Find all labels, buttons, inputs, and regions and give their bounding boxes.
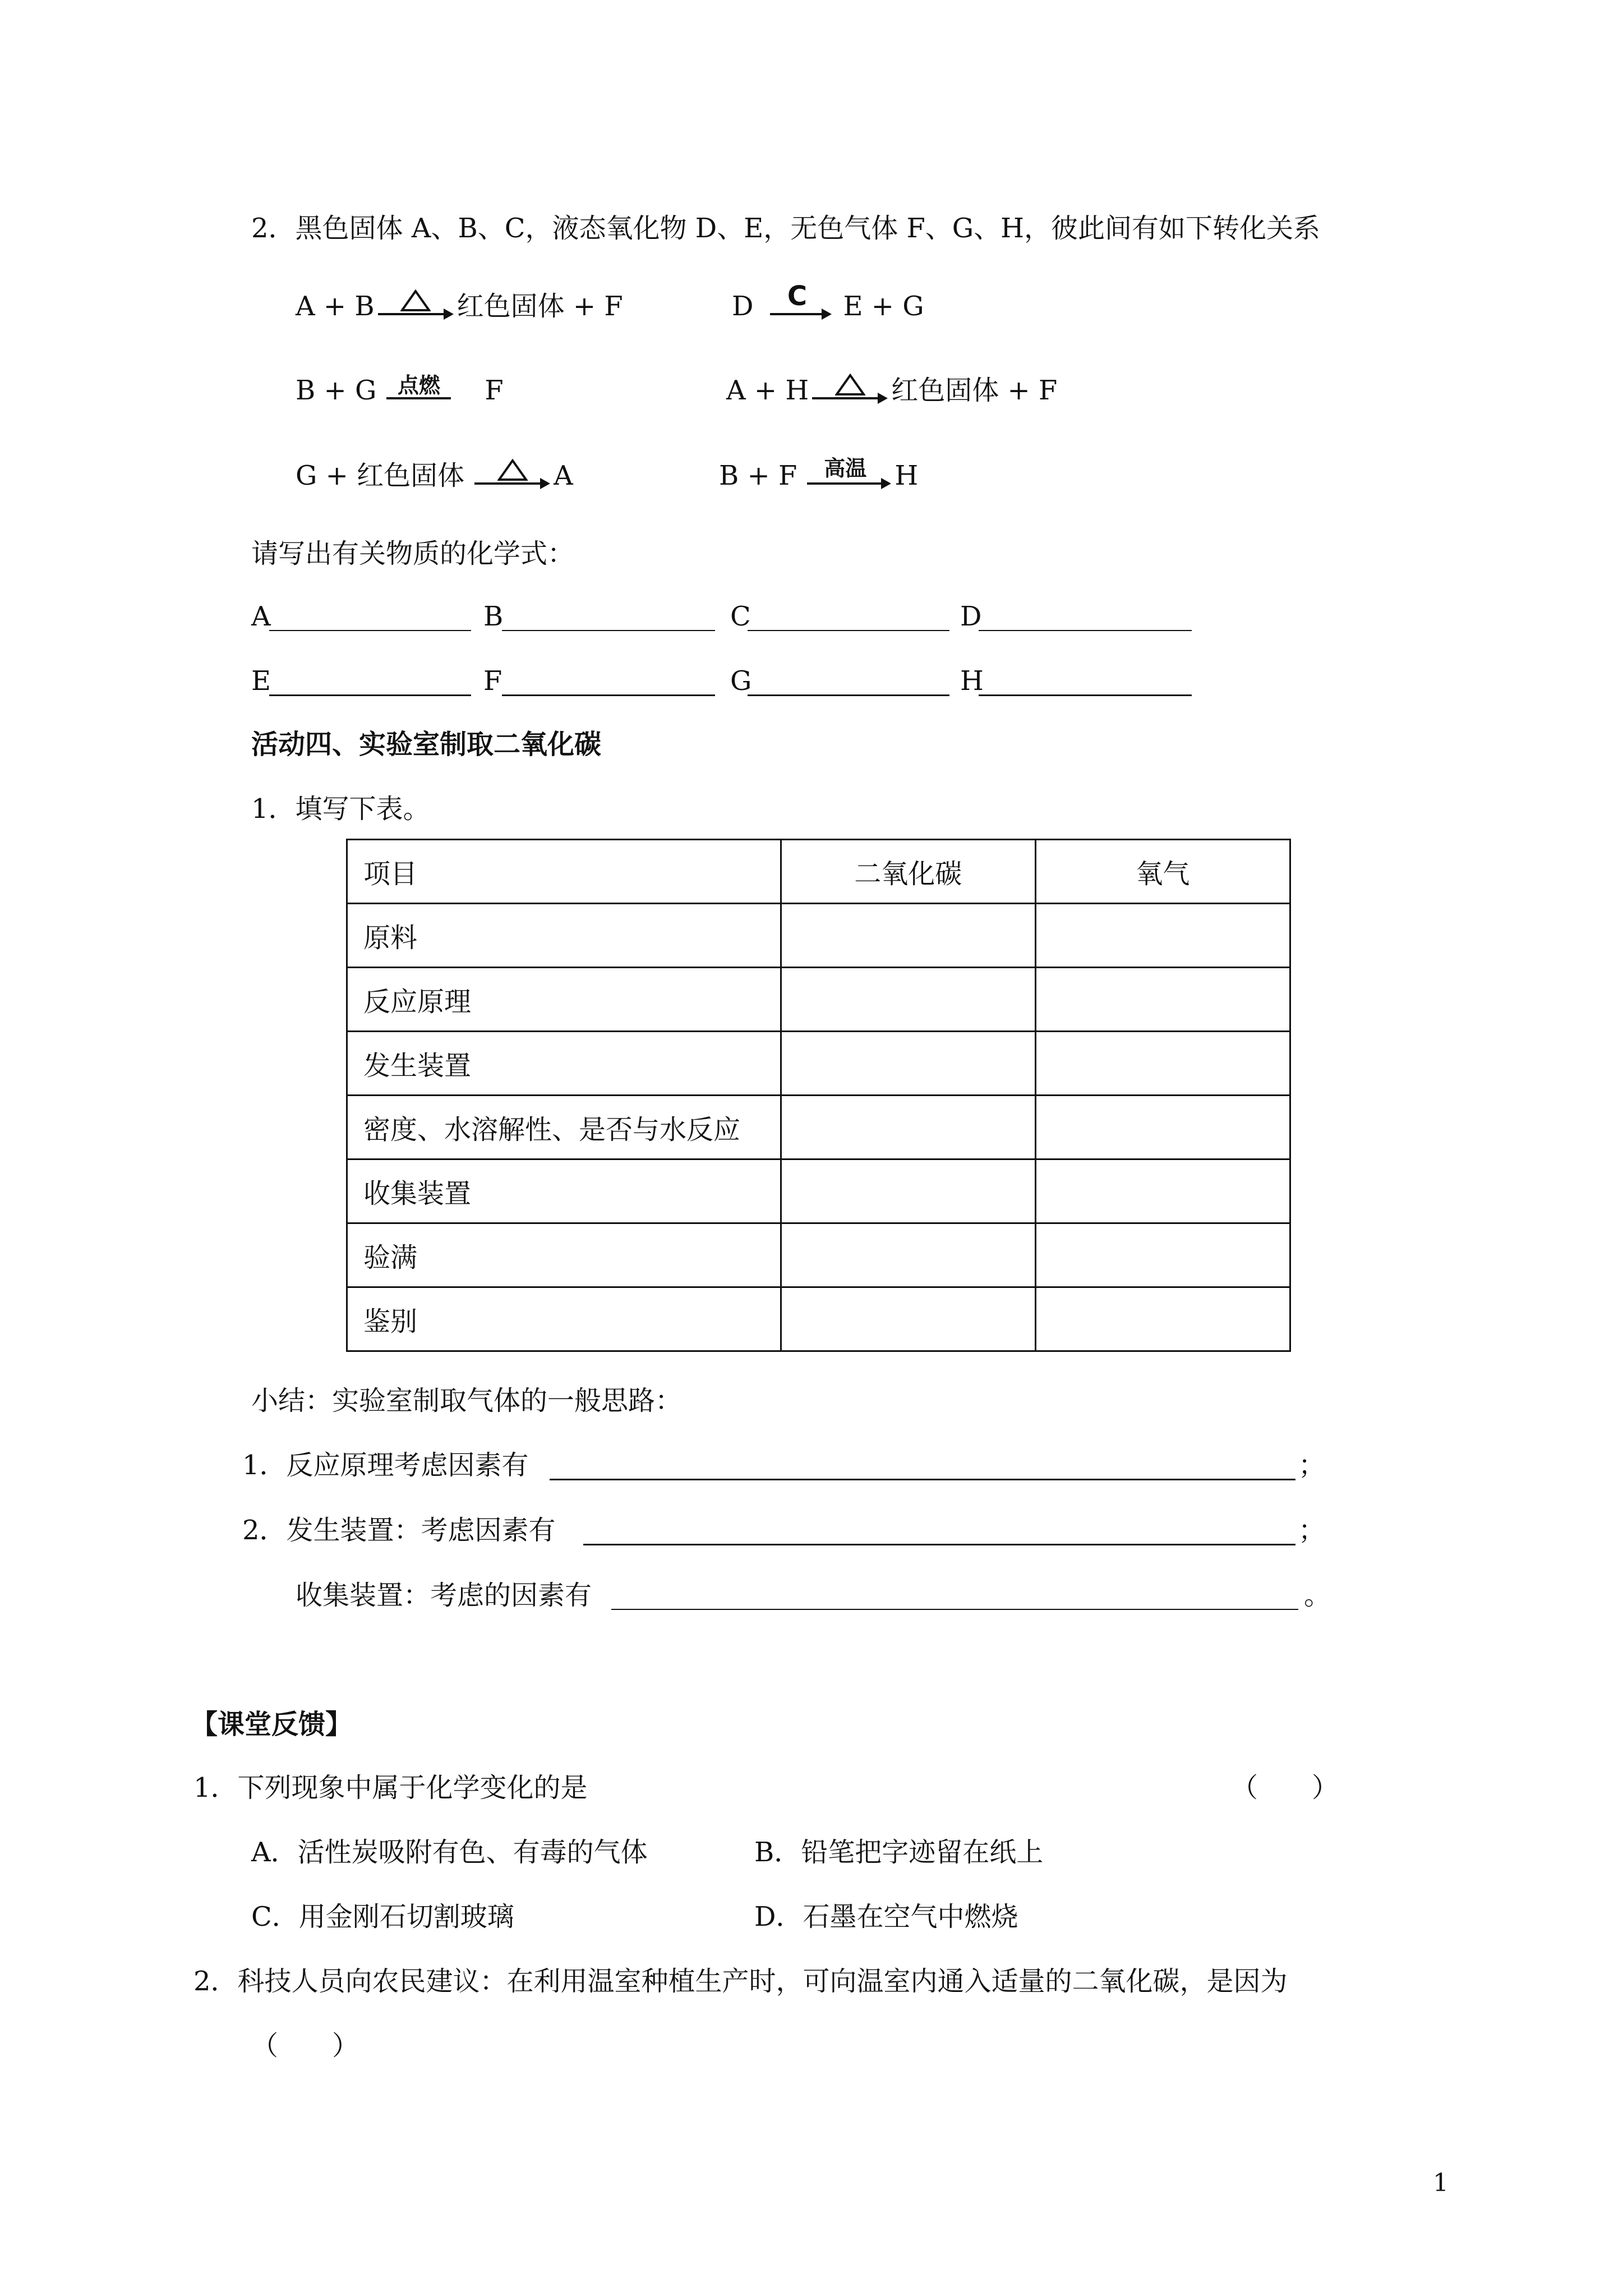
blank-line-e[interactable] — [269, 694, 471, 696]
reaction-5 — [296, 455, 573, 489]
blank-label-g: G — [730, 665, 752, 697]
blank-line-f[interactable] — [502, 694, 715, 696]
blank-line-b[interactable] — [502, 630, 715, 631]
table-cell-co2[interactable] — [781, 904, 1035, 968]
blank-line-d[interactable] — [979, 630, 1192, 631]
table-row-label: 发生装置 — [347, 1032, 781, 1096]
feedback-q1-answer-paren[interactable]: （ ） — [1231, 1772, 1339, 1803]
heat-triangle-icon — [497, 459, 528, 481]
activity-4-heading: 活动四、实验室制取二氧化碳 — [251, 729, 602, 760]
table-row — [347, 1287, 1290, 1351]
table-cell-o2[interactable] — [1035, 1096, 1290, 1159]
heat-triangle-icon — [400, 289, 431, 312]
feedback-q1-option-b: B．铅笔把字迹留在纸上 — [754, 1837, 1044, 1868]
feedback-q1-stem: 1．下列现象中属于化学变化的是 — [193, 1772, 588, 1803]
table-cell-o2[interactable] — [1035, 1287, 1290, 1351]
table-row — [347, 1159, 1290, 1223]
table-cell-co2[interactable] — [781, 968, 1035, 1032]
table-header-co2: 二氧化碳 — [781, 840, 1035, 904]
table-header-o2: 氧气 — [1035, 840, 1290, 904]
table-cell-o2[interactable] — [1035, 904, 1290, 968]
summary-item-1-end: ； — [1298, 1450, 1326, 1481]
table-row-label: 反应原理 — [347, 968, 781, 1032]
reaction-4-arrow — [812, 370, 888, 404]
summary-item-3-end: 。 — [1304, 1580, 1331, 1611]
table-row-label: 验满 — [347, 1223, 781, 1287]
activity-4-instruction: 1．填写下表。 — [251, 793, 430, 825]
feedback-heading: 【课堂反馈】 — [191, 1709, 353, 1740]
reaction-3-condition: 点燃 — [397, 373, 440, 398]
table-cell-o2[interactable] — [1035, 1032, 1290, 1096]
feedback-q1-option-c: C．用金刚石切割玻璃 — [251, 1901, 514, 1932]
table-row — [347, 904, 1290, 968]
reaction-4-right: 红色固体 + F — [891, 375, 1058, 406]
reaction-2 — [732, 280, 924, 322]
table-cell-co2[interactable] — [781, 1223, 1035, 1287]
reaction-3-right: F — [485, 375, 504, 406]
table-row-label: 密度、水溶解性、是否与水反应 — [347, 1096, 781, 1159]
blank-label-h: H — [960, 665, 984, 697]
blank-label-b: B — [483, 601, 504, 632]
table-cell-co2[interactable] — [781, 1159, 1035, 1223]
reaction-4-left: A + H — [726, 375, 809, 406]
table-row-label: 原料 — [347, 904, 781, 968]
table-header-row — [347, 840, 1290, 904]
summary-item-2-end: ； — [1298, 1515, 1326, 1546]
reaction-6-left: B + F — [719, 460, 797, 491]
reaction-5-right: A — [554, 460, 573, 491]
table-row — [347, 1223, 1290, 1287]
summary-item-2-blank[interactable] — [583, 1544, 1295, 1545]
reaction-6 — [719, 455, 918, 489]
blank-label-f: F — [483, 665, 502, 697]
table-cell-co2[interactable] — [781, 1096, 1035, 1159]
reaction-5-left: G + 红色固体 — [296, 460, 465, 491]
table-row — [347, 1032, 1290, 1096]
reaction-5-arrow — [474, 455, 550, 489]
blank-label-e: E — [251, 665, 271, 697]
blank-label-c: C — [730, 601, 751, 632]
feedback-q2-stem: 2．科技人员向农民建议：在利用温室种植生产时，可向温室内通入适量的二氧化碳，是因为 — [193, 1966, 1288, 1997]
page-number: 1 — [1433, 2169, 1449, 2197]
table-row-label: 鉴别 — [347, 1287, 781, 1351]
table-row — [347, 968, 1290, 1032]
summary-item-1-label: 1．反应原理考虑因素有 — [242, 1450, 529, 1481]
feedback-q2-answer-paren[interactable]: （ ） — [251, 2030, 359, 2062]
feedback-q1-option-d: D．石墨在空气中燃烧 — [754, 1901, 1018, 1932]
table-cell-co2[interactable] — [781, 1032, 1035, 1096]
blank-line-h[interactable] — [979, 694, 1192, 696]
summary-title: 小结：实验室制取气体的一般思路： — [251, 1385, 683, 1416]
reaction-2-arrow — [770, 280, 832, 320]
summary-item-2-label: 2．发生装置：考虑因素有 — [242, 1515, 556, 1546]
reaction-2-condition: C — [787, 280, 808, 312]
summary-item-3-label: 收集装置：考虑的因素有 — [296, 1580, 592, 1611]
blank-line-g[interactable] — [748, 694, 949, 696]
reaction-3 — [296, 370, 504, 404]
feedback-q1-option-a: A．活性炭吸附有色、有毒的气体 — [251, 1837, 648, 1868]
table-row-label: 收集装置 — [347, 1159, 781, 1223]
reaction-1-right: 红色固体 + F — [457, 291, 623, 322]
reaction-6-condition: 高温 — [824, 456, 867, 481]
table-header-item: 项目 — [347, 840, 781, 904]
blank-label-a: A — [251, 601, 271, 632]
reaction-1-arrow — [378, 286, 454, 320]
blank-line-a[interactable] — [269, 630, 471, 631]
reaction-2-left: D — [732, 291, 754, 322]
reaction-3-left: B + G — [296, 375, 377, 406]
comparison-table — [346, 839, 1291, 1352]
reaction-1-left: A + B — [296, 291, 375, 322]
reaction-6-arrow — [807, 455, 891, 489]
formula-prompt: 请写出有关物质的化学式： — [251, 538, 575, 569]
reaction-3-condition-bar — [386, 370, 451, 404]
table-cell-o2[interactable] — [1035, 968, 1290, 1032]
reaction-1 — [296, 286, 623, 320]
heat-triangle-icon — [835, 374, 865, 396]
summary-item-3-blank[interactable] — [611, 1609, 1298, 1610]
blank-label-d: D — [960, 601, 982, 632]
table-cell-co2[interactable] — [781, 1287, 1035, 1351]
table-cell-o2[interactable] — [1035, 1159, 1290, 1223]
reaction-4 — [726, 370, 1057, 404]
reaction-2-right: E + G — [843, 291, 924, 322]
table-cell-o2[interactable] — [1035, 1223, 1290, 1287]
question-2-stem: 2．黑色固体 A、B、C，液态氧化物 D、E，无色气体 F、G、H，彼此间有如下转化关系 — [251, 213, 1321, 244]
blank-line-c[interactable] — [748, 630, 949, 631]
summary-item-1-blank[interactable] — [550, 1479, 1295, 1480]
table-row — [347, 1096, 1290, 1159]
reaction-6-right: H — [895, 460, 919, 491]
